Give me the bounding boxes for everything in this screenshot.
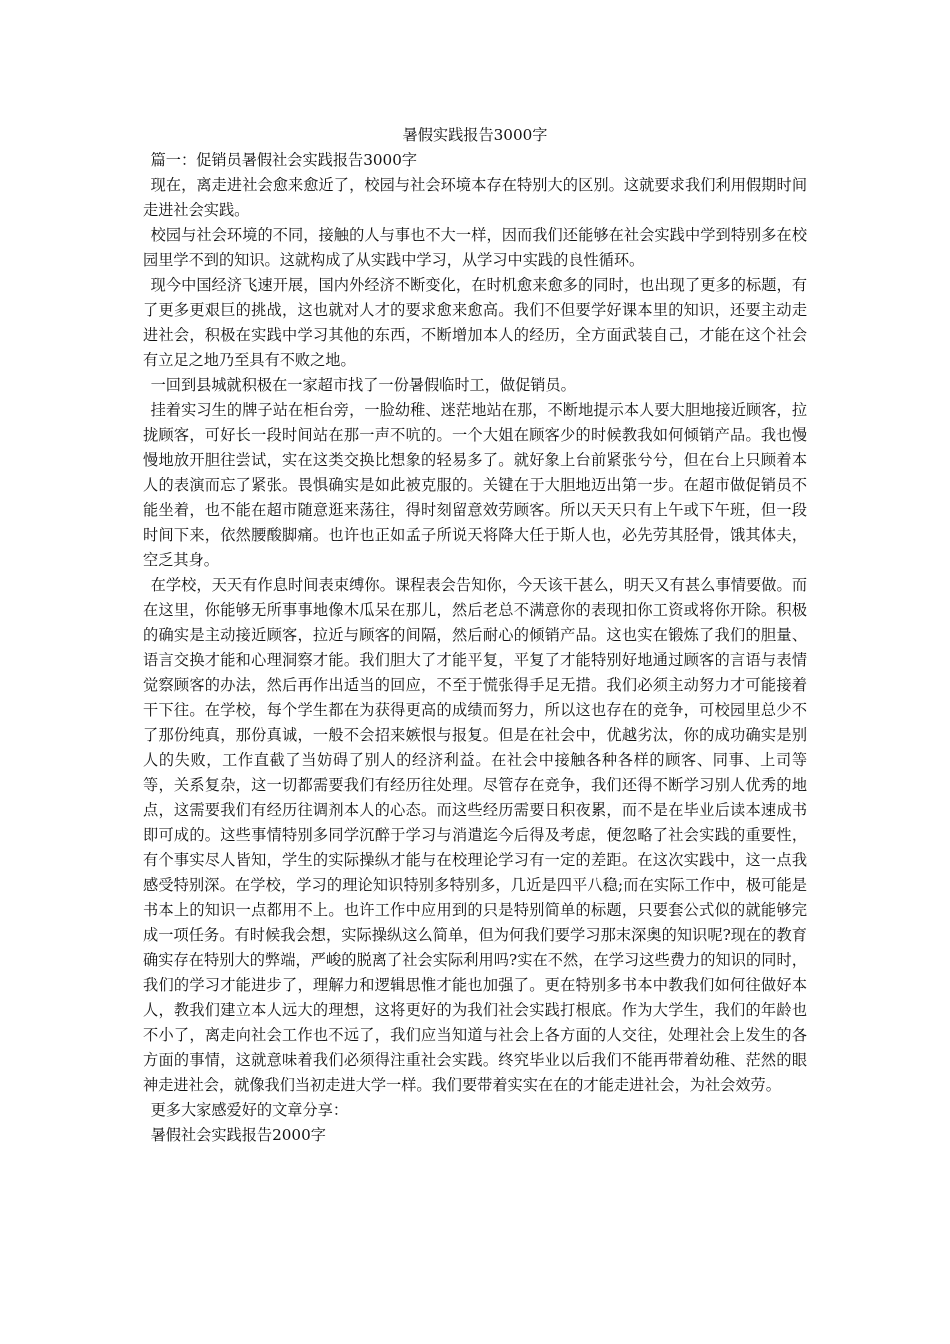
paragraph-economy: 现今中国经济飞速开展，国内外经济不断变化，在时机愈来愈多的同时，也出现了更多的标题，有了更多更艰巨的挑战，这也就对人才的要求愈来愈高。我们不但要学好课本里的知识，还要主动走进社会，积极在实践中学习其他的东西，不断增加本人的经历，全方面武装自己，才能在这个社会有立足之地乃至具有不败之地。 [143, 276, 807, 369]
related-articles-heading: 更多大家感爱好的文章分享： [150, 1101, 349, 1119]
document-page [143, 123, 807, 1148]
document-subtitle: 篇一：促销员暑假社会实践报告3000字 [150, 151, 418, 169]
paragraph-environment: 校园与社会环境的不同，接触的人与事也不大一样，因而我们还能够在社会实践中学到特别多在校园里学不到的知识。这就构成了从实践中学习，从学习中实践的良性循环。 [143, 226, 807, 269]
document-title: 暑假实践报告3000字 [402, 126, 548, 144]
paragraph-experience: 挂着实习生的牌子站在柜台旁，一脸幼稚、迷茫地站在那，不断地提示本人要大胆地接近顾客，拉拢顾客，可好长一段时间站在那一声不吭的。一个大姐在顾客少的时候教我如何倾销产品。我也慢慢地放开胆往尝试，实在这类交换比想象的轻易多了。就好象上台前紧张兮兮，但在台上只顾着本人的表演而忘了紧张。畏惧确实是如此被克服的。关键在于大胆地迈出第一步。在超市做促销员不能坐着，也不能在超市随意逛来荡往，得时刻留意效劳顾客。所以天天只有上午或下午班，但一段时间下来，依然腰酸脚痛。也许也正如孟子所说天将降大任于斯人也，必先劳其胫骨，饿其体夫，空乏其身。 [143, 401, 807, 569]
paragraph-job: 一回到县城就积极在一家超市找了一份暑假临时工，做促销员。 [150, 376, 576, 394]
paragraph-intro: 现在，离走进社会愈来愈近了，校园与社会环境本存在特别大的区别。这就要求我们利用假期时间走进社会实践。 [143, 176, 807, 219]
paragraph-reflection: 在学校，天天有作息时间表束缚你。课程表会告知你，今天该干甚么，明天又有甚么事情要做。而在这里，你能够无所事事地像木瓜呆在那儿，然后老总不满意你的表现扣你工资或将你开除。积极的确实是主动接近顾客，拉近与顾客的间隔，然后耐心的倾销产品。这也实在锻炼了我们的胆量、语言交换才能和心理洞察才能。我们胆大了才能平复，平复了才能特别好地通过顾客的言语与表情觉察顾客的办法，然后再作出适当的回应，不至于慌张得手足无措。我们必须主动努力才可能接着干下往。在学校，每个学生都在为获得更高的成绩而努力，所以这也存在的竞争，可校园里总少不了那份纯真，那份真诚，一般不会招来嫉恨与报复。但是在社会中，优越劣汰，你的成功确实是别人的失败，工作直截了当妨碍了别人的经济利益。在社会中接触各种各样的顾客、同事、上司等等，关系复杂，这一切都需要我们有经历往处理。尽管存在竞争，我们还得不断学习别人优秀的地点，这需要我们有经历往调剂本人的心态。而这些经历需要日积夜累，而不是在毕业后读本速成书即可成的。这些事情特别多同学沉醉于学习与消遣迄今后得及考虑，便忽略了社会实践的重要性，有个事实尽人皆知，学生的实际操纵才能与在校理论学习有一定的差距。在这次实践中，这一点我感受特别深。在学校，学习的理论知识特别多特别多，几近是四平八稳;而在实际工作中，极可能是书本上的知识一点都用不上。也许工作中应用到的只是特别简单的标题，只要套公式似的就能够完成一项任务。有时候我会想，实际操纵这么简单，但为何我们要学习那末深奥的知识呢?现在的教育确实存在特别大的弊端，严峻的脱离了社会实际利用吗?实在不然，在学习这些费力的知识的同时，我们的学习才能进步了，理解力和逻辑思惟才能也加强了。更在特别多书本中教我们如何往做好本人，教我们建立本人远大的理想，这将更好的为我们社会实践打根底。作为大学生，我们的年龄也不小了，离走向社会工作也不远了，我们应当知道与社会上各方面的人交往，处理社会上发生的各方面的事情，这就意味着我们必须得注重社会实践。终究毕业以后我们不能再带着幼稚、茫然的眼神走进社会，就像我们当初走进大学一样。我们要带着实实在在的才能走进社会，为社会效劳。 [143, 576, 807, 1094]
related-article-link[interactable]: 暑假社会实践报告2000字 [150, 1126, 326, 1144]
